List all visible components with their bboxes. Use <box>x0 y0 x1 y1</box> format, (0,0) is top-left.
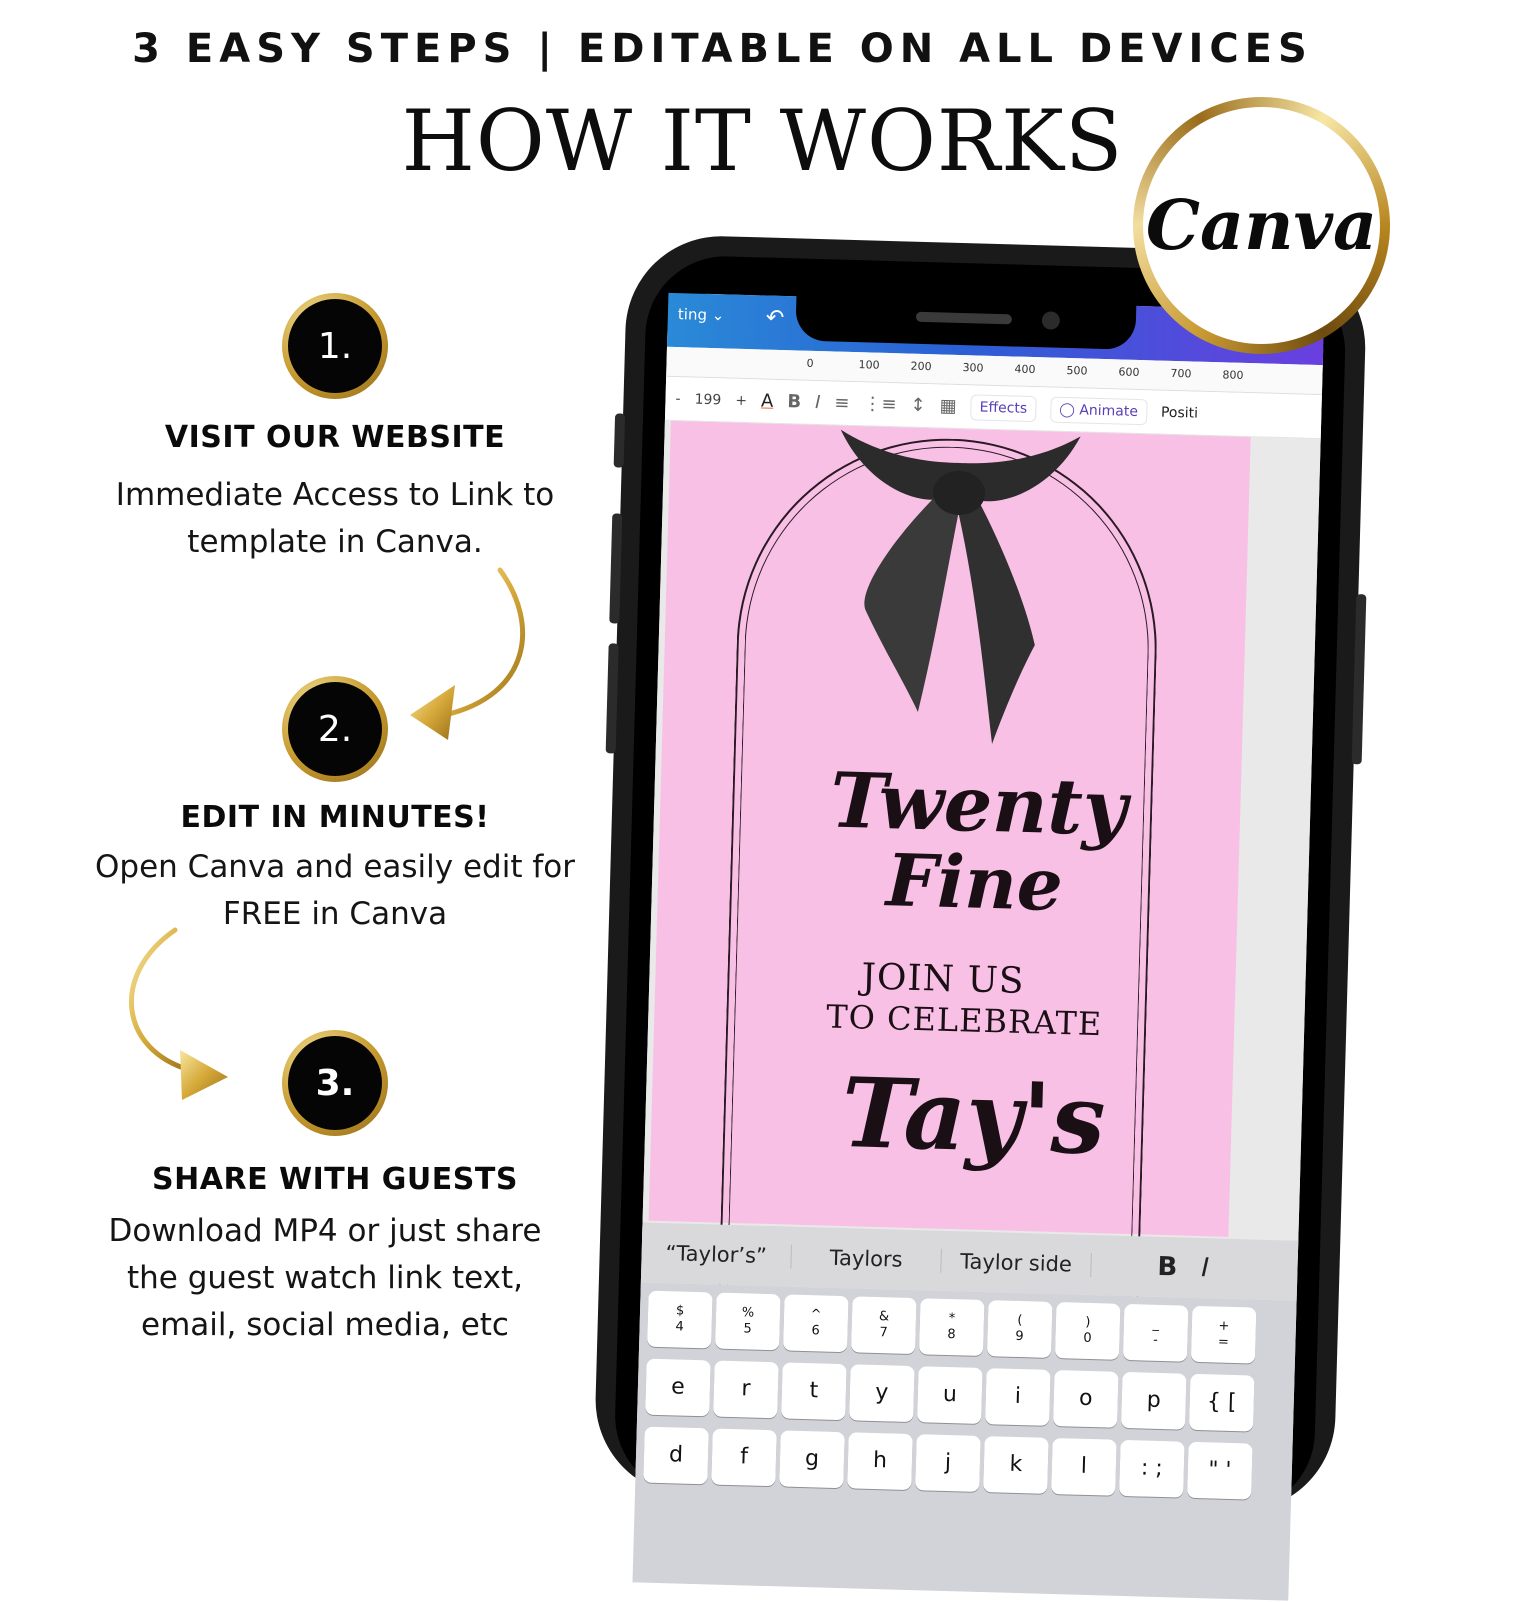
invite-line-twenty[interactable]: Twenty <box>829 755 1129 853</box>
keyboard-key[interactable]: h <box>847 1432 913 1490</box>
effects-button[interactable]: Effects <box>970 394 1036 422</box>
spacing-icon[interactable]: ↕ <box>910 394 926 417</box>
design-canvas[interactable] <box>642 421 1321 1259</box>
keyboard-key[interactable]: j <box>915 1434 981 1492</box>
ruler-tick: 300 <box>962 361 984 375</box>
step-1-desc <box>25 472 645 566</box>
key-shift-symbol: & <box>878 1309 890 1325</box>
step-1-desc-line: template in Canva. <box>187 524 483 560</box>
keyboard-key[interactable]: l <box>1051 1438 1117 1496</box>
step-1-badge <box>282 293 388 399</box>
invite-name[interactable]: Tay's <box>840 1055 1107 1177</box>
key-shift-symbol: _ <box>1152 1316 1160 1332</box>
list-icon[interactable]: ⋮≡ <box>863 393 897 416</box>
text-color-icon[interactable]: A <box>760 390 774 412</box>
phone-side-button <box>606 643 619 753</box>
keyboard-key[interactable]: d <box>643 1427 709 1485</box>
ruler-tick: 600 <box>1118 365 1140 379</box>
italic-format-button[interactable]: I <box>1200 1253 1210 1284</box>
file-menu[interactable]: ting ⌄ <box>677 305 725 325</box>
transparency-icon[interactable]: ▦ <box>939 395 957 417</box>
phone-bezel <box>613 254 1347 1513</box>
position-button[interactable]: Positi <box>1160 404 1199 422</box>
keyboard-key[interactable]: g <box>779 1430 845 1488</box>
key-symbol: 9 <box>1015 1328 1024 1345</box>
bold-icon[interactable]: B <box>787 391 802 413</box>
key-shift-symbol: * <box>948 1311 956 1327</box>
keyboard-key[interactable] <box>987 1300 1053 1358</box>
keyboard-key[interactable]: t <box>781 1362 847 1420</box>
phone-side-button <box>609 513 622 623</box>
invite-line-fine[interactable]: Fine <box>885 837 1064 928</box>
animate-label: Animate <box>1079 401 1139 420</box>
invite-to-celebrate[interactable]: TO CELEBRATE <box>825 997 1103 1044</box>
key-symbol: 5 <box>743 1321 752 1337</box>
step-1-desc-line: Immediate Access to Link to <box>115 477 555 513</box>
keyboard-key[interactable] <box>715 1293 781 1351</box>
key-shift-symbol: % <box>741 1305 755 1321</box>
keyboard-key[interactable]: i <box>985 1368 1051 1426</box>
ruler-tick: 200 <box>910 359 932 374</box>
keyboard-key[interactable]: u <box>917 1366 983 1424</box>
canva-logo-badge <box>1133 97 1390 354</box>
phone-notch <box>795 292 1136 349</box>
keyboard-key[interactable]: " ' <box>1187 1442 1253 1500</box>
keyboard-key[interactable] <box>919 1298 985 1356</box>
keyboard-key[interactable]: p <box>1121 1372 1187 1430</box>
on-screen-keyboard <box>632 1282 1296 1600</box>
phone-side-button <box>1352 594 1367 764</box>
ruler-tick: 800 <box>1222 368 1244 382</box>
ruler-tick: 700 <box>1170 366 1192 381</box>
invitation-page[interactable] <box>649 421 1251 1237</box>
key-symbol: 4 <box>675 1319 684 1335</box>
file-menu-label: ting <box>677 305 708 324</box>
keyboard-key[interactable] <box>1123 1304 1189 1362</box>
undo-icon[interactable]: ↶ <box>765 305 785 332</box>
ruler-tick: 500 <box>1066 363 1088 378</box>
step-2-desc <box>25 844 645 938</box>
key-symbol: 7 <box>879 1325 888 1341</box>
italic-icon[interactable]: I <box>814 391 821 414</box>
font-size-increase-button[interactable]: + <box>735 392 748 409</box>
curved-arrow-icon <box>120 925 240 1105</box>
ruler-tick: 400 <box>1014 362 1036 377</box>
step-3-badge <box>282 1030 388 1136</box>
step-1-title: VISIT OUR WEBSITE <box>164 420 506 455</box>
keyboard-key[interactable] <box>1191 1306 1257 1364</box>
animate-icon: ◯ <box>1058 401 1076 418</box>
keyboard-key[interactable]: o <box>1053 1370 1119 1428</box>
kicker-text: 3 EASY STEPS | EDITABLE ON ALL DEVICES <box>132 26 1313 72</box>
curved-arrow-icon <box>400 565 540 745</box>
keyboard-key[interactable]: y <box>849 1364 915 1422</box>
font-size-value[interactable]: 199 <box>694 391 722 408</box>
phone-mockup <box>593 234 1368 1514</box>
bow-image[interactable] <box>822 419 1091 756</box>
keyboard-key[interactable] <box>1055 1302 1121 1360</box>
key-symbol: - <box>1152 1332 1159 1348</box>
step-2-desc-line: FREE in Canva <box>222 896 448 932</box>
step-3-desc <box>15 1208 635 1349</box>
key-shift-symbol: ( <box>1017 1312 1023 1329</box>
step-3-desc-line: Download MP4 or just share <box>108 1213 542 1249</box>
keyboard-key[interactable] <box>647 1291 713 1349</box>
keyboard-key[interactable]: { [ <box>1189 1374 1255 1432</box>
phone-screen <box>635 293 1324 1513</box>
step-3-desc-line: the guest watch link text, <box>126 1260 524 1296</box>
step-3-title: SHARE WITH GUESTS <box>152 1162 518 1197</box>
step-3-number: 3. <box>288 1036 382 1130</box>
phone-side-button <box>614 413 626 467</box>
suggestion-item[interactable]: “Taylor’s” <box>641 1240 792 1268</box>
step-3-desc-line: email, social media, etc <box>141 1307 509 1343</box>
ruler-tick: 100 <box>858 358 880 372</box>
keyboard-key[interactable]: e <box>645 1359 711 1417</box>
align-center-icon[interactable]: ≡ <box>834 392 850 414</box>
key-shift-symbol: + <box>1218 1318 1230 1334</box>
step-2-desc-line: Open Canva and easily edit for <box>95 849 575 885</box>
step-2-title: EDIT IN MINUTES! <box>180 800 490 835</box>
suggestion-item[interactable]: Taylor side <box>941 1249 1092 1277</box>
keyboard-key[interactable]: k <box>983 1436 1049 1494</box>
ruler-tick: 0 <box>806 356 814 370</box>
animate-button[interactable] <box>1050 396 1147 425</box>
key-symbol: 8 <box>947 1327 956 1343</box>
step-2-badge <box>282 676 388 782</box>
key-shift-symbol: ^ <box>810 1307 822 1323</box>
step-2-number: 2. <box>288 682 382 776</box>
page-title: HOW IT WORKS <box>401 92 1124 190</box>
key-symbol: 6 <box>811 1323 820 1339</box>
key-symbol: = <box>1217 1334 1230 1350</box>
phone-speaker <box>916 312 1012 325</box>
suggestion-item[interactable]: Taylors <box>791 1245 942 1273</box>
bold-format-button[interactable]: B <box>1157 1251 1178 1283</box>
key-shift-symbol: $ <box>675 1303 685 1319</box>
key-symbol: 0 <box>1083 1330 1092 1347</box>
step-1-number: 1. <box>288 299 382 393</box>
font-size-decrease-button[interactable]: - <box>675 390 681 407</box>
keyboard-key[interactable]: f <box>711 1428 777 1486</box>
keyboard-key[interactable] <box>851 1296 917 1354</box>
keyboard-key[interactable] <box>783 1294 849 1352</box>
invite-join-us[interactable]: JOIN US <box>860 956 1026 1003</box>
key-shift-symbol: ) <box>1085 1314 1091 1330</box>
canva-logo: Canva <box>1143 107 1380 344</box>
keyboard-key[interactable]: r <box>713 1361 779 1419</box>
keyboard-key[interactable]: : ; <box>1119 1440 1185 1498</box>
camera-icon <box>1042 311 1060 329</box>
